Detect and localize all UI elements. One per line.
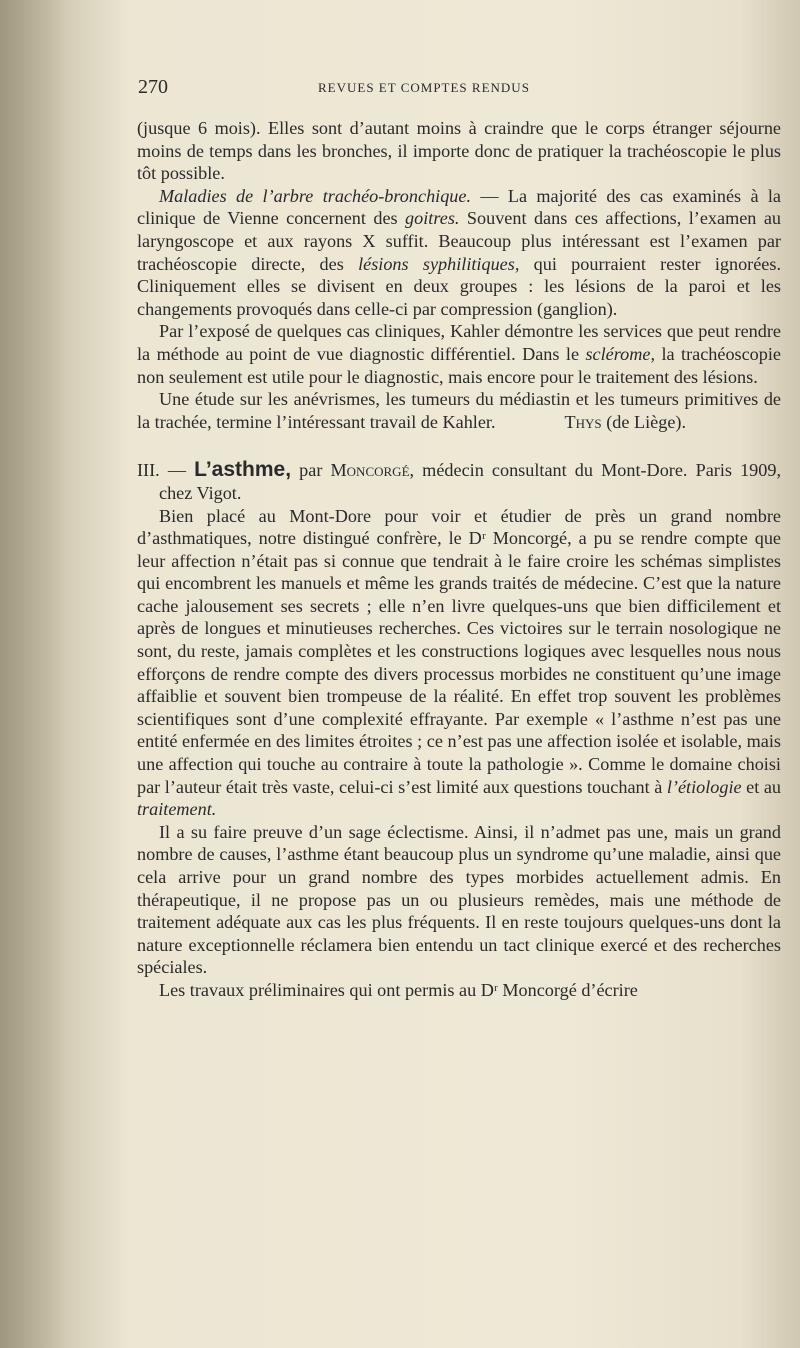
- paragraph-text: Par l’exposé de quelques cas cliniques, Kahler démontre les services que peut rendre la méthode au point de vue diagnostic différentiel. Dans le: [137, 321, 781, 364]
- paragraph-text: la trachéoscopie non seulement est utile pour le diagnostic, mais encore pour le traitement des lésions.: [137, 343, 781, 387]
- section-gap: [137, 433, 781, 459]
- paragraph-text: — La majorité des cas examinés à la clinique de Vienne concernent des: [137, 185, 781, 229]
- section-heading: [137, 459, 781, 504]
- paragraph-eclectisme: [137, 821, 781, 979]
- paragraph-text: Les travaux préliminaires qui ont permis au Dʳ Moncorgé d’écrire: [159, 979, 638, 1000]
- section-title: L’asthme,: [194, 458, 292, 482]
- paragraph-travaux: [137, 979, 781, 1002]
- spine-shadow: [0, 0, 70, 1348]
- page-header: [138, 76, 783, 100]
- section-author: Moncorgé,: [330, 460, 415, 481]
- paragraph-mont-dore: [137, 505, 781, 821]
- paragraph-text: Bien placé au Mont-Dore pour voir et étudier de près un grand nombre d’asthmatiques, notre distingué confrère, le Dʳ Moncorgé, a pu se rendre compte que leur affection n’était pas si connue que tendrait à le faire croire les schémas simplistes qui encombrent les manuels et même les grands traités de médecine. C’est que la nature cache jalousement ses secrets ; elle n’en livre quelques-uns que bien difficilement et après de longues et minutieuses recherches. Ces victoires sur le terrain nosologique ne sont, du reste, jamais complètes et les constructions logiques avec lesquelles nous nous efforçons de rendre compte des divers processus morbides ne constituent qu’une image affaiblie et souvent bien trompeuse de la réalité. En effet trop souvent les problèmes scientifiques sont d’une complexité effrayante. Par exemple « l’asthme n’est pas une entité enfermée en des limites étroites ; ce n’est pas une affection isolée et isolable, mais une affection qui touche au contraire à toute la pathologie ». Comme le domaine choisi par l’auteur était très vaste, celui-ci s’est limité aux questions touchant à: [137, 505, 781, 797]
- paragraph-text: (jusque 6 mois). Elles sont d’autant moins à craindre que le corps étranger séjourne moins de temps dans les bronches, il importe donc de pratiquer la trachéoscopie le plus tôt possible.: [137, 118, 781, 184]
- paragraph-text: qui pourraient rester ignorées. Cliniquement elles se divisent en deux groupes : les lésions de la paroi et les changements provoqués dans celle-ci par compression (ganglion).: [137, 253, 782, 319]
- signature-name: Thys: [564, 411, 602, 432]
- paragraph-text: Une étude sur les anévrismes, les tumeurs du médiastin et les tumeurs primitives de la trachée, termine l’intéressant travail de Kahler.: [137, 389, 781, 432]
- emphasis-traitement: traitement.: [137, 799, 217, 820]
- signature-place: (de Liège).: [601, 411, 686, 432]
- emphasis-sclerome: sclérome,: [585, 343, 655, 364]
- emphasis-etiologie: l’étiologie: [666, 776, 742, 797]
- paragraph-maladies: [137, 185, 781, 321]
- section-text: médecin consultant du Mont-Dore. Paris 1909, chez Vigot.: [159, 460, 781, 503]
- paragraph-text: Souvent dans ces affections, l’examen au laryngoscope et aux rayons X suffit. Beaucoup plus intéressant est l’examen par trachéoscopie directe, des: [137, 208, 781, 274]
- emphasis-lesions: lésions syphilitiques,: [358, 253, 520, 274]
- emphasis-goitres: goitres.: [405, 208, 460, 229]
- paragraph-cas-cliniques: [137, 320, 781, 388]
- paragraph-text: Il a su faire preuve d’un sage éclectisme. Ainsi, il n’admet pas une, mais un grand nombre de causes, l’asthme étant beaucoup plus un syndrome qu’une maladie, ainsi que cela arrive pour un grand nombre des types morbides actuellement admis. En thérapeutique, il ne propose pas un ou plusieurs remèdes, mais une méthode de traitement adéquate aux cas les plus fréquents. Il en reste toujours quelques-uns dont la nature exceptionnelle réclamera bien entendu un tact clinique exercé et des recherches spéciales.: [137, 821, 781, 978]
- section-number: III. —: [137, 460, 195, 481]
- section-text: par: [291, 460, 331, 481]
- paragraph-text: et au: [741, 776, 781, 797]
- paragraph-corps-etranger: [137, 117, 781, 185]
- running-title: REVUES ET COMPTES RENDUS: [318, 80, 530, 95]
- body-text: [137, 117, 781, 1002]
- subheading-maladies: Maladies de l’arbre trachéo-bronchique.: [159, 185, 472, 206]
- page-number: 270: [138, 76, 168, 98]
